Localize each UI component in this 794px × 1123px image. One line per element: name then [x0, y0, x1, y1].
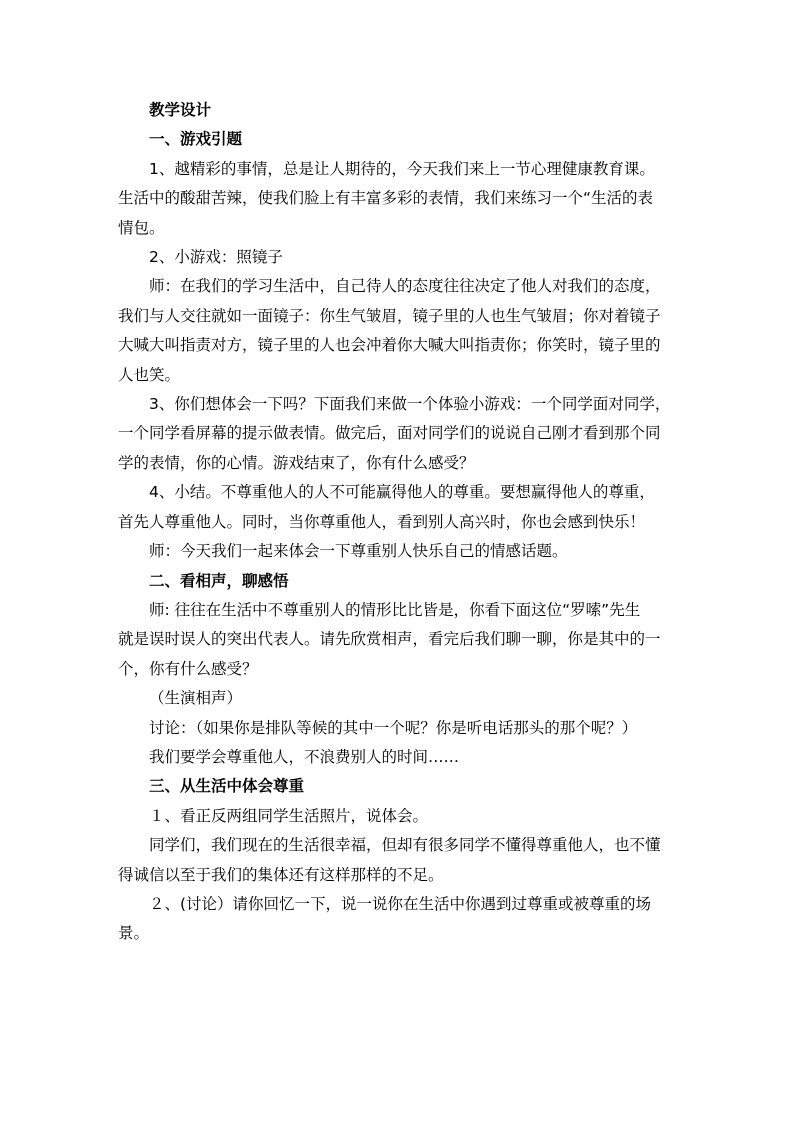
- paragraph-line: 得诚信以至于我们的集体还有这样那样的不足。: [118, 865, 444, 884]
- paragraph-line: 大喊大叫指责对方，镜子里的人也会冲着你大喊大叫指责你；你笑时，镜子里的: [118, 336, 661, 355]
- paragraph-9: 讨论：（如果你是排队等候的其中一个呢？你是听电话那头的那个呢？）: [149, 718, 638, 737]
- paragraph-10: 我们要学会尊重他人，不浪费别人的时间……: [149, 747, 460, 766]
- paragraph-line: ２、(讨论）请你回忆一下，说一说你在生活中你遇到过尊重或被尊重的场: [149, 894, 652, 913]
- paragraph-6: 师：今天我们一起来体会一下尊重别人快乐自己的情感话题。: [149, 542, 568, 561]
- paragraph-line: 学的表情，你的心情。游戏结束了，你有什么感受？: [118, 453, 475, 472]
- paragraph-line: 人也笑。: [118, 365, 181, 384]
- paragraph-line: 一个同学看屏幕的提示做表情。做完后，面对同学们的说说自己刚才看到那个同: [118, 424, 661, 443]
- paragraph-11: １、看正反两组同学生活照片，说体会。: [149, 806, 429, 825]
- section-heading-2: 二、看相声，聊感悟: [149, 571, 289, 590]
- paragraph-line: 同学们，我们现在的生活很幸福，但却有很多同学不懂得尊重他人，也不懂: [149, 836, 661, 855]
- paragraph-13: [118, 890, 678, 949]
- document-title: 教学设计: [149, 101, 212, 119]
- paragraph-line: 个，你有什么感受？: [118, 659, 258, 678]
- paragraph-line: 景。: [118, 924, 150, 943]
- paragraph-line: 首先人尊重他人。同时，当你尊重他人，看到别人高兴时，你也会感到快乐！: [118, 512, 646, 531]
- paragraph-line: 4、小结。不尊重他人的人不可能赢得他人的尊重。要想赢得他人的尊重，: [149, 483, 655, 502]
- paragraph-line: 我们与人交往就如一面镜子：你生气皱眉，镜子里的人也生气皱眉；你对着镜子: [118, 306, 661, 325]
- paragraph-line: 师: 往往在生活中不尊重别人的情形比比皆是，你看下面这位“罗嗦”先生: [149, 600, 641, 619]
- section-heading-3: 三、从生活中体会尊重: [149, 777, 305, 796]
- paragraph-1: [118, 155, 678, 243]
- paragraph-2: 2、小游戏：照镜子: [149, 248, 283, 267]
- paragraph-12: [118, 831, 678, 890]
- paragraph-7: [118, 596, 678, 684]
- paragraph-line: 师：在我们的学习生活中，自己待人的态度往往决定了他人对我们的态度，: [149, 277, 661, 296]
- paragraph-line: 3、你们想体会一下吗？下面我们来做一个体验小游戏：一个同学面对同学，: [149, 395, 671, 414]
- section-heading-1: 一、游戏引题: [149, 130, 243, 149]
- paragraph-5: [118, 478, 678, 537]
- paragraph-line: 生活中的酸甜苦辣，使我们脸上有丰富多彩的表情，我们来练习一个“生活的表: [118, 189, 654, 208]
- paragraph-line: 就是误时误人的突出代表人。请先欣赏相声，看完后我们聊一聊，你是其中的一: [118, 630, 661, 649]
- paragraph-3: [118, 272, 678, 390]
- document-body: [118, 96, 678, 949]
- paragraph-line: 情包。: [118, 218, 165, 237]
- paragraph-4: [118, 390, 678, 478]
- paragraph-line: 1、越精彩的事情，总是让人期待的，今天我们来上一节心理健康教育课。: [149, 159, 655, 178]
- paragraph-8: （生演相声）: [149, 689, 243, 708]
